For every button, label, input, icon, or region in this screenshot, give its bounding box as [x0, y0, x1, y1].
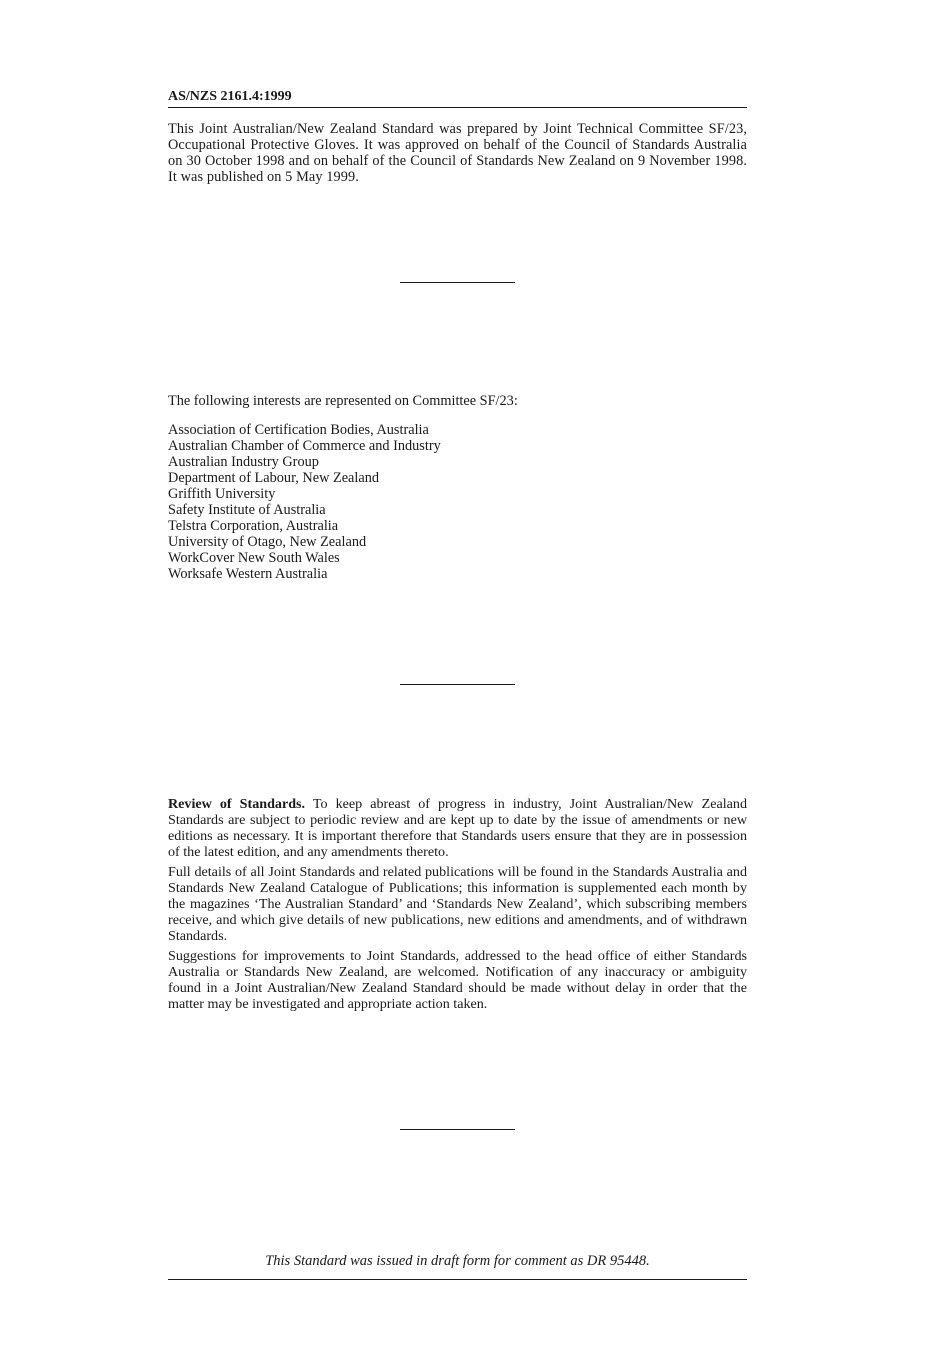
suggestions-paragraph: Suggestions for improvements to Joint Standards, addressed to the head office of either Standards Australia or Standards New Zealand, are welcomed. Notification of any inaccuracy or ambiguity found in a Joint Australian/New Zealand Standard should be made without delay in order that the matter may be investigated and appropriate action taken. — [168, 948, 747, 1012]
section-divider — [400, 684, 515, 685]
interest-item: Australian Chamber of Commerce and Industry — [168, 438, 441, 454]
interest-item: Association of Certification Bodies, Australia — [168, 422, 429, 438]
review-of-standards-section — [168, 796, 747, 1016]
page-header — [168, 89, 747, 108]
interest-item: Department of Labour, New Zealand — [168, 470, 380, 486]
review-heading: Review of Standards. — [168, 796, 306, 812]
interest-item: Australian Industry Group — [168, 454, 319, 470]
preparation-statement: This Joint Australian/New Zealand Standard was prepared by Joint Technical Committee SF/23, Occupational Protective Gloves. It was approved on behalf of the Council of Standards Australia on 30 October 1998 and on behalf of the Council of Standards New Zealand on 9 November 1998. It was published on 5 May 1999. — [168, 121, 747, 185]
interest-item: Telstra Corporation, Australia — [168, 518, 339, 534]
draft-issue-note: This Standard was issued in draft form for comment as DR 95448. — [168, 1253, 747, 1280]
review-paragraph-text: To keep abreast of progress in industry, Joint Australian/New Zealand Standards are subject to periodic review and are kept up to date by the issue of amendments or new editions as necessary. It is important therefore that Standards users ensure that they are in possession of the latest edition, and any amendments thereto. — [168, 796, 747, 860]
interest-item: WorkCover New South Wales — [168, 550, 340, 566]
document-number: AS/NZS 2161.4:1999 — [168, 89, 292, 104]
section-divider — [400, 282, 515, 283]
catalogue-paragraph: Full details of all Joint Standards and related publications will be found in the Standards Australia and Standards New Zealand Catalogue of Publications; this information is supplemented each month by the magazines ‘The Australian Standard’ and ‘Standards New Zealand’, which subscribing members receive, and which give details of new publications, new editions and amendments, and of withdrawn Standards. — [168, 864, 747, 944]
section-divider — [400, 1129, 515, 1130]
interest-item: University of Otago, New Zealand — [168, 534, 367, 550]
review-paragraph — [168, 796, 747, 860]
interest-item: Safety Institute of Australia — [168, 502, 326, 518]
document-page — [168, 0, 747, 1345]
interest-item: Worksafe Western Australia — [168, 566, 328, 582]
interest-item: Griffith University — [168, 486, 276, 502]
committee-interests-list — [168, 422, 441, 582]
committee-heading: The following interests are represented on Committee SF/23: — [168, 393, 518, 409]
